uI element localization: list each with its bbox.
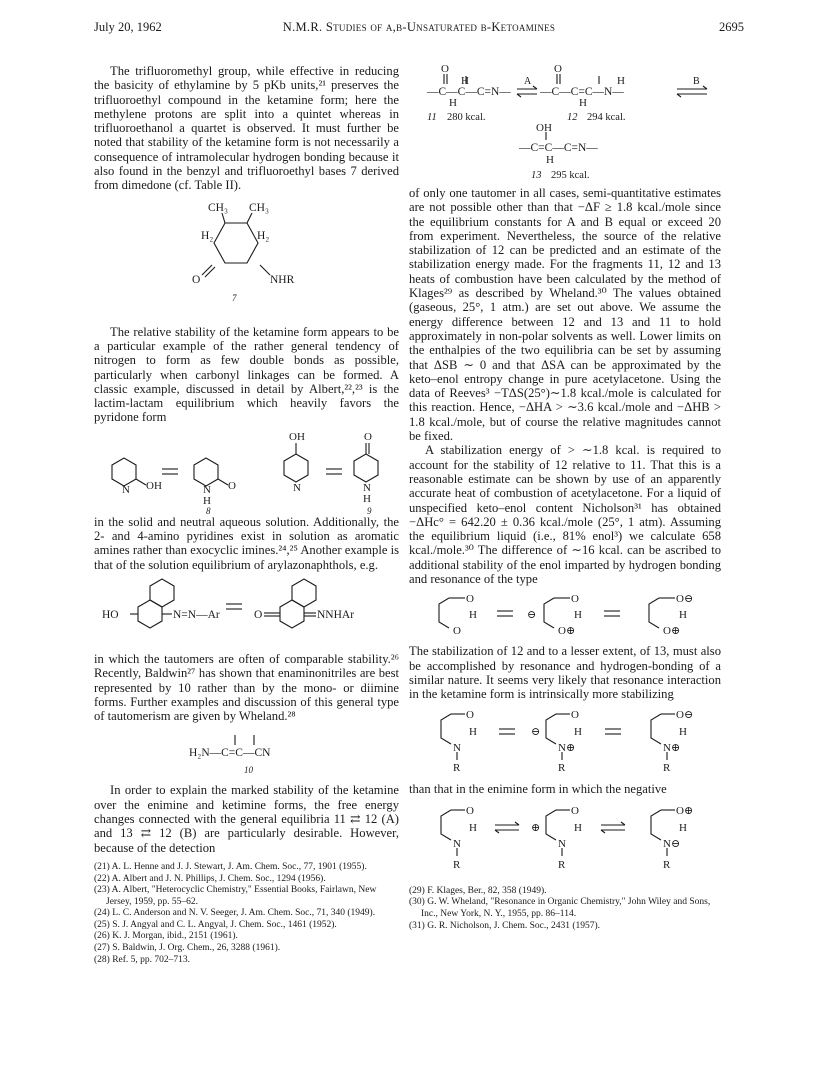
r1-o-c: O xyxy=(571,593,579,606)
reference-30: (30) G. W. Wheland, "Resonance in Organic Chemistry," John Wiley and Sons, Inc., New York, N. Y., 1955, pp. 86–114. xyxy=(409,897,711,919)
left-paragraph-5: In order to explain the marked stability of the ketamine over the enimine and ketimine forms, the free energy changes connected with the general equilibria 11 ⇄ 12 (A) and 13 ⇄ 12 (B) are particularly desirable. However, because of the detection xyxy=(94,783,399,855)
r3-plus: ⊕ xyxy=(531,821,541,834)
r3-o-b: O xyxy=(571,804,579,817)
right-paragraph-1: of only one tautomer in all cases, semi-quantitative estimates are not possible other than that −ΔF ≥ 1.8 kcal./mole since the equilibrium constants for A and B equal or exceed 20 from experiment. Nevertheless, the source of the relative stabilization of 12 can be predicted and an estimate of the stabilization energy made. For the fragments 11, 12 and 13 heats of combustion have been calculated by the method of Klages²⁹ as described by Wheland.³⁰ The values obtained (gaseous, 25°, 1 atm.) are set out above. We assume the energy difference between 12 and 13 and 11 to hold approximately in non-polar solvents as well. Lower limits on the enthalpies of the two equilibria can be set by assuming that ΔSB ∼ 0 and that ΔSA can be approximated by the keto–enol entropy change in pure acetylacetone. Using the data of Reeves³ −TΔS(25°)∼1.8 kcal./mole is calculated for this reaction. Hence, −ΔHA > ∼3.6 kcal./mole and −ΔHB > 1.8 kcal./mole, but of course the relative magnitudes cannot be fixed. xyxy=(409,186,721,444)
s7-h2b: H₂ xyxy=(257,229,270,242)
sch-h12: H xyxy=(579,97,587,109)
sch-kcal12: 294 kcal. xyxy=(587,112,626,123)
s7-nhr: NHR xyxy=(270,273,295,286)
r1-o-plus: O⊕ xyxy=(558,625,576,638)
sch-o2: O xyxy=(554,63,562,75)
left-column xyxy=(94,64,399,966)
r1-h-b: H xyxy=(574,609,582,622)
sch-label13: 13 xyxy=(531,170,542,181)
structure-azo xyxy=(94,572,399,652)
resonance-enimine xyxy=(409,796,721,876)
azo-nn: N=N—Ar xyxy=(173,608,220,621)
running-title: N.M.R. Studies of α,β-Unsaturated β-Ketoamines xyxy=(282,20,556,34)
r3-r-c: R xyxy=(663,858,671,871)
r3-n-minus: N⊖ xyxy=(663,837,681,850)
r2-n-a: N xyxy=(453,741,461,754)
r2-minus: ⊖ xyxy=(531,725,541,738)
resonance-enol xyxy=(409,586,721,644)
left-references xyxy=(94,862,399,966)
r2-h-b: H xyxy=(574,725,582,738)
s8b-h: H xyxy=(203,494,211,507)
reference-22: (22) A. Albert and J. N. Phillips, J. Chem. Soc., 1294 (1956). xyxy=(94,873,326,884)
page-number: 2695 xyxy=(719,20,744,34)
r3-n-a: N xyxy=(453,837,461,850)
s7-o: O xyxy=(192,273,201,286)
s8-oh: OH xyxy=(146,479,162,492)
left-paragraph-1: The trifluoromethyl group, while effective in reducing the basicity of ethylamine by 5 pKb units,²¹ preserves the trifluoroethyl compound in the ketamine form; here the methylene protons are split into a quintet whereas in trifluoroethanol a quartet is observed. It must further be noted that stability of the ketamine form is not necessarily a consequence of intramolecular hydrogen bonding because it also found in the benzyl and trifluoroethyl bases 7 derived from dimedone (cf. Table II). xyxy=(94,64,399,193)
reference-25: (25) S. J. Angyal and C. L. Angyal, J. Chem. Soc., 1461 (1952). xyxy=(94,919,337,930)
sch-label11: 11 xyxy=(427,112,437,123)
azo-ho: HO xyxy=(102,608,119,621)
r3-h-c: H xyxy=(679,821,687,834)
r3-r-b: R xyxy=(558,858,566,871)
r1-minus: ⊖ xyxy=(527,609,537,622)
r2-n-plus-b: N⊕ xyxy=(663,741,681,754)
s7-ch3a: CH₃ xyxy=(208,201,228,214)
s7-ch3b: CH₃ xyxy=(249,201,269,214)
r2-h-a: H xyxy=(469,725,477,738)
reference-21: (21) A. L. Henne and J. J. Stewart, J. Am. Chem. Soc., 77, 1901 (1955). xyxy=(94,861,367,872)
reference-23: (23) A. Albert, "Heterocyclic Chemistry," Essential Books, Fairlawn, New Jersey, 1959, pp. 55–62. xyxy=(94,885,377,907)
reference-26: (26) K. J. Morgan, ibid., 2151 (1961). xyxy=(94,931,238,942)
r2-h-c: H xyxy=(679,725,687,738)
right-column xyxy=(409,62,721,932)
r3-h-b: H xyxy=(574,821,582,834)
right-paragraph-2: A stabilization energy of > ∼1.8 kcal. is required to account for the stability of 12 relative to 11. That this is a reasonable estimate can be shown by use of an apparently accurate heat of combustion of acetylacetone. For a liquid of unspecified keto–enol content Nicholson³¹ has obtained −ΔHc° = 642.20 ± 0.36 kcal./mole (25°, 1 atm). Assuming the equilibrium liquid (i.e., 81% enol³) we calculate 658 kcal./mole.³⁰ The difference of ∼16 kcal. can be ascribed to additional stability of the enol imparted by hydrogen bonding and resonance of the type xyxy=(409,443,721,587)
r1-o-minus: O⊖ xyxy=(676,593,694,606)
sch-h13: H xyxy=(546,154,554,166)
s10-label: 10 xyxy=(244,765,253,776)
sch-chain13: —C=C—C=N— xyxy=(519,142,598,154)
header-date: July 20, 1962 xyxy=(94,20,162,34)
structure-10 xyxy=(94,723,399,783)
s9a-oh: OH xyxy=(289,430,305,443)
s10-formula: H₂N—C=C—CN xyxy=(189,747,271,760)
r3-r-a: R xyxy=(453,858,461,871)
s9b-h: H xyxy=(363,492,371,505)
s8-label: 8 xyxy=(206,505,211,515)
right-paragraph-3: The stabilization of 12 and to a lesser extent, of 13, must also be accomplished by resonance and hydrogen-bonding of a similar nature. It seems very likely that resonance interaction in the ketamine form is intrinsically more stabilizing xyxy=(409,644,721,702)
r2-o-b: O xyxy=(571,708,579,721)
r1-h-a: H xyxy=(469,609,477,622)
right-paragraph-4: than that in the enimine form in which the negative xyxy=(409,781,667,796)
r1-o-a: O xyxy=(466,593,474,606)
sch-h2: H xyxy=(617,75,625,87)
right-references xyxy=(409,886,721,932)
reference-31: (31) G. R. Nicholson, J. Chem. Soc., 2431 (1957). xyxy=(409,920,601,931)
sch-arrowA: A xyxy=(524,76,532,87)
r2-n-plus-a: N⊕ xyxy=(558,741,576,754)
r1-o-b: O xyxy=(453,625,461,638)
s8b-n: N xyxy=(203,483,211,496)
s9-label: 9 xyxy=(367,505,372,515)
r3-n-b: N xyxy=(558,837,566,850)
s8-n: N xyxy=(122,483,130,496)
r2-r-b: R xyxy=(558,761,566,774)
sch-h1: H xyxy=(461,75,469,87)
left-paragraph-4: in which the tautomers are often of comparable stability.²⁶ Recently, Baldwin²⁷ has shown that enaminonitriles are best represented by 10 rather than by the mono- or diimine forms. Further examples and discussion of this general type of tautomerism are given by Wheland.²⁸ xyxy=(94,651,399,724)
page-header xyxy=(94,20,744,36)
structure-7 xyxy=(94,193,399,325)
sch-chain11: —C—C—C=N— xyxy=(427,86,511,98)
sch-label12: 12 xyxy=(567,112,578,123)
sch-chain12: —C—C=C—N— xyxy=(540,86,624,98)
sch-arrowB: B xyxy=(693,76,700,87)
reference-27: (27) S. Baldwin, J. Org. Chem., 26, 3288 (1961). xyxy=(94,943,281,954)
s9a-n: N xyxy=(293,481,301,494)
r3-o-plus: O⊕ xyxy=(676,804,694,817)
sch-kcal13: 295 kcal. xyxy=(551,170,590,181)
azo-nnhar: NNHAr xyxy=(317,608,355,621)
r3-o-a: O xyxy=(466,804,474,817)
s7-label: 7 xyxy=(232,292,237,303)
resonance-ketamine xyxy=(409,702,721,774)
sch-o1: O xyxy=(441,63,449,75)
s9b-n: N xyxy=(363,481,371,494)
left-paragraph-2: The relative stability of the ketamine form appears to be a particular example of the rather general tendency of nitrogen to form as few double bonds as possible, particularly when carbonyl linkages can be formed. A classic example, discussed in detail by Albert,²²,²³ is the lactim-lactam equilibrium which heavily favors the pyridone form xyxy=(94,324,399,425)
sch-h11: H xyxy=(449,97,457,109)
left-paragraph-3: in the solid and neutral aqueous solution. Additionally, the 2- and 4-amino pyridines exist in solution as aromatic amines rather than exocyclic imines.²⁴,²⁵ Another example is that of the solution equilibrium of arylazonaphthols, e.g. xyxy=(94,514,399,572)
r2-o-minus: O⊖ xyxy=(676,708,694,721)
r2-r-c: R xyxy=(663,761,671,774)
r1-h-c: H xyxy=(679,609,687,622)
r3-h-a: H xyxy=(469,821,477,834)
r2-r-a: R xyxy=(453,761,461,774)
tautomer-scheme xyxy=(409,62,721,186)
reference-29: (29) F. Klages, Ber., 82, 358 (1949). xyxy=(409,885,547,896)
sch-kcal11: 280 kcal. xyxy=(447,112,486,123)
azo-o: O xyxy=(254,608,263,621)
structures-8-9 xyxy=(94,425,399,515)
r1-o-plus-b: O⊕ xyxy=(663,625,681,638)
reference-24: (24) L. C. Anderson and N. V. Seeger, J. Am. Chem. Soc., 71, 340 (1949). xyxy=(94,908,376,919)
sch-oh13: OH xyxy=(536,122,552,134)
reference-28: (28) Ref. 5, pp. 702–713. xyxy=(94,954,191,965)
s9b-o: O xyxy=(364,430,372,443)
r2-o-a: O xyxy=(466,708,474,721)
s8b-o: O xyxy=(228,479,236,492)
s7-h2a: H₂ xyxy=(201,229,214,242)
